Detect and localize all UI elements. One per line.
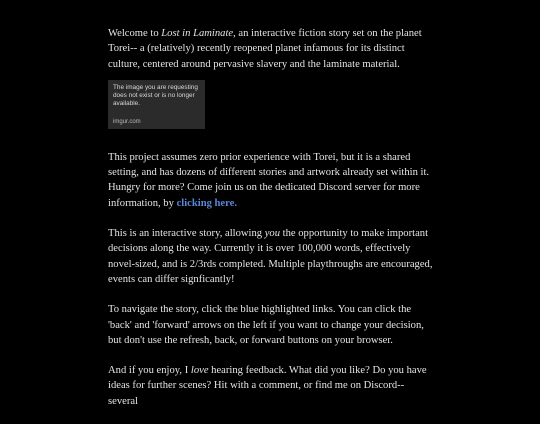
navigation-paragraph [108,302,436,348]
intro-text-start: Welcome to [108,28,162,39]
interactive-text-end: the opportunity to make important decisions along the way. Currently it is over 100,000 words, effectively novel-sized, and is 2/3rds completed. Multiple playthroughs are encouraged, events can differ signficantly! [108,228,433,285]
interactive-paragraph [108,226,436,287]
story-title: Lost in Laminate [161,28,234,39]
image-host-label: imgur.com [113,118,141,125]
interactive-text-start: This is an interactive story, allowing [108,228,265,240]
feedback-paragraph [108,363,436,409]
intro-text-end: , an interactive fiction story set on the planet Torei-- a (relatively) recently reopened planet infamous for its distinct culture, centered around pervasive slavery and the laminate material. [108,28,422,70]
feedback-text-start: And if you enjoy, I [108,365,191,377]
feedback-text-end: hearing feedback. What did you like? Do you have ideas for further scenes? Hit with a comment, or find me on Discord-- several [108,365,427,407]
navigation-text: To navigate the story, click the blue highlighted links. You can click the 'back' and 'forward' arrows on the left if you want to change your decision, but don't use the refresh, back, or forward buttons on your browser. [108,304,424,346]
project-paragraph [108,150,436,211]
interactive-emphasis: you [264,228,281,240]
discord-link[interactable]: clicking here. [176,197,237,209]
missing-image-message: The image you are requesting does not exist or is no longer available. [113,83,198,108]
story-passage [108,26,436,424]
feedback-emphasis: love [190,365,209,377]
intro-paragraph [108,26,436,72]
project-text: This project assumes zero prior experience with Torei, but it is a shared setting, and has dozens of different stories and artwork already set within it. Hungry for more? Come join us on the dedicated Discord server for more information, by [108,151,430,209]
missing-image-placeholder [108,80,205,129]
